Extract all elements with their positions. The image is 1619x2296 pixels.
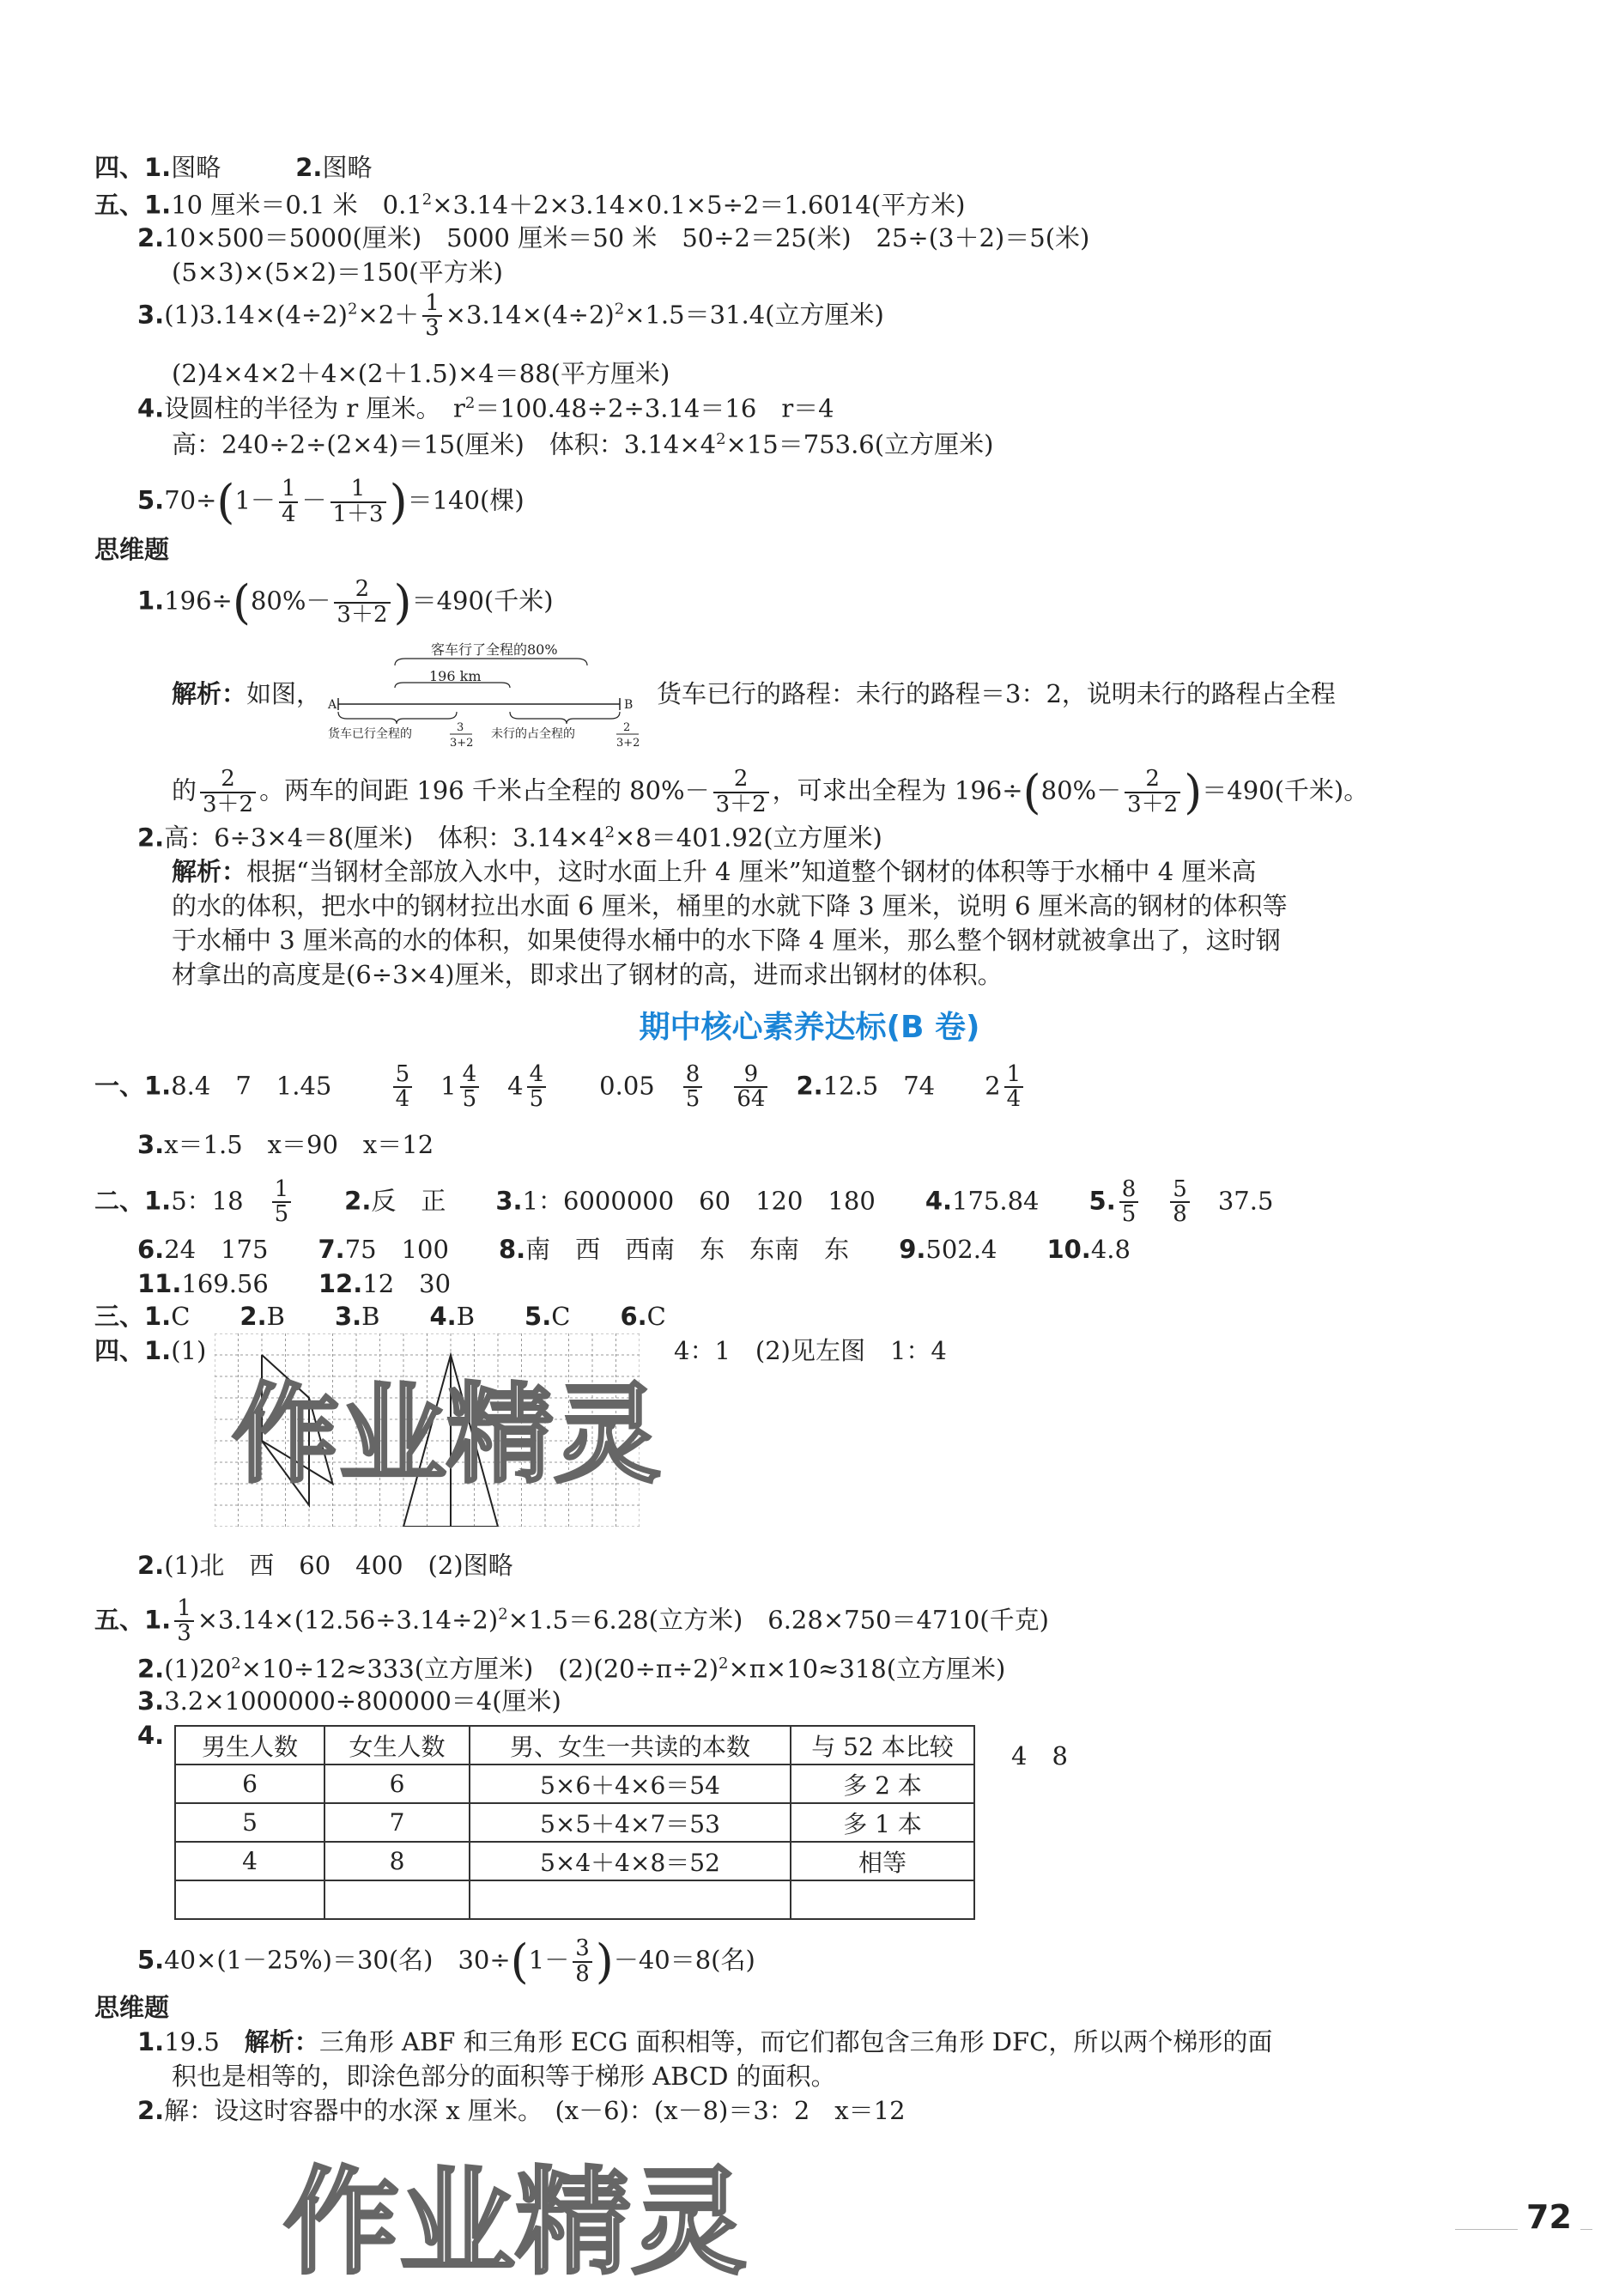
fraction: $\frac{8}{5}$ <box>1119 1178 1139 1227</box>
answer: C <box>171 1302 191 1331</box>
frac-n: 2 <box>623 721 631 734</box>
diagram-left-label: 货车已行全程的 <box>328 727 412 741</box>
fraction: $\frac{9}{64}$ <box>734 1063 767 1112</box>
answer: 4.8 <box>1090 1235 1131 1264</box>
label: 四、1. <box>94 153 172 182</box>
diagram-right-label: 未行的占全程的 <box>491 727 575 741</box>
b4-q1-b: 4：1 (2)见左图 1：4 <box>674 1336 947 1365</box>
section-title: 期中核心素养达标(B 卷) <box>639 1010 980 1045</box>
frac-d: 3+2 <box>616 737 640 750</box>
b5-q1: 五、1. $\frac{1}{3}$ $\times 3.14\times(12.56\div 3.14\div 2)^2\times 1.5=6.28$(立方米) 6.28×750＝4710(千克) <box>94 1595 1049 1647</box>
s5-q3b: (2)4×4×2＋4×(2＋1.5)×4＝88(平方厘米) <box>172 359 670 388</box>
s5-q4: 4.设圆柱的半径为 r 厘米。 $r^2=100.48\div 2\div 3.14=16$ r＝4 <box>137 393 834 423</box>
answer: C <box>551 1302 571 1331</box>
answer: 高：240÷2÷(2×4)＝15(厘米) 体积：3.14×4 <box>172 429 717 459</box>
s5-q4b: 高：240÷2÷(2×4)＝15(厘米) 体积：$3.14\times 4^2\times 15=753.6$(立方厘米) <box>172 429 994 459</box>
fraction: $\frac{1}{4}$ <box>1004 1063 1024 1112</box>
label: 2. <box>295 153 323 182</box>
think-q1: 1.196÷(80%－ $\frac{2}{3+2}$ )＝490(千米) <box>137 575 554 629</box>
fraction: $\frac{1}{5}$ <box>272 1178 292 1227</box>
label: 2. <box>344 1186 372 1216</box>
text: ＝490(千米)。 <box>1202 775 1369 805</box>
exp: 2 <box>421 191 433 209</box>
think-q2-analysis-1 <box>172 859 1256 886</box>
answer: 图略 <box>322 153 373 182</box>
label: 9. <box>899 1235 926 1264</box>
fraction: $\frac{1}{4}$ <box>279 477 299 526</box>
fraction: $\frac{1}{3}$ <box>422 292 442 341</box>
answer: ＝140(棵) <box>407 485 525 515</box>
answer: 196÷ <box>164 586 233 616</box>
answer: (1)20 <box>164 1654 232 1684</box>
cell <box>324 1880 470 1919</box>
think-q2: 2.高：6÷3×4＝8(厘米) 体积：$3.14\times 4^2\times 8=401.92$(立方厘米) <box>137 823 882 853</box>
think2-q1b: 积也是相等的，即涂色部分的面积等于梯形 ABCD 的面积。 <box>172 2062 836 2091</box>
b5-q3 <box>137 1688 561 1716</box>
think2-q2 <box>137 2098 906 2125</box>
fraction: $\frac{2}{3+2}$ <box>713 768 769 817</box>
label: 四、1. <box>94 1336 172 1365</box>
cell <box>470 1880 791 1919</box>
answer: ×8＝401.92(立方厘米) <box>615 823 882 853</box>
label: 二、1. <box>94 1186 172 1216</box>
think-q1-analysis <box>172 681 321 708</box>
label: 7. <box>318 1235 345 1264</box>
s5-q2b: (5×3)×(5×2)＝150(平方米) <box>172 258 503 287</box>
label: 11. <box>137 1269 182 1298</box>
answer: 0.05 <box>599 1071 655 1101</box>
fraction: $\frac{3}{8}$ <box>573 1937 592 1986</box>
cell <box>175 1880 324 1919</box>
cell: 5×5＋4×7＝53 <box>470 1803 791 1842</box>
think-q2-analysis-4: 材拿出的高度是(6÷3×4)厘米，即求出了钢材的高，进而求出钢材的体积。 <box>172 960 1003 989</box>
text: 三角形 ABF 和三角形 ECG 面积相等，而它们都包含三角形 DFC，所以两个梯形的面 <box>318 2027 1273 2056</box>
s5-q1 <box>94 191 965 220</box>
label: 12. <box>318 1269 363 1298</box>
answer: 169.56 <box>181 1269 269 1298</box>
label: 6. <box>620 1302 647 1331</box>
answer: 80%－ <box>250 586 331 616</box>
label: 5. <box>137 485 165 515</box>
answer: 12.5 74 2 <box>822 1071 1001 1101</box>
answer: B <box>361 1302 380 1331</box>
label: 5. <box>1088 1186 1116 1216</box>
answer: ×15＝753.6(立方厘米) <box>725 429 994 459</box>
think-q1-analysis-3: 的 $\frac{2}{3+2}$ 。两车的间距 196 千米占全程的 80%－ $\frac{2}{3+2}$ ，可求出全程为 196÷(80%－ $\frac{2}{3+2}$ )＝490(千米)。 <box>172 765 1369 819</box>
table-row <box>175 1842 974 1880</box>
watermark-middle: 作业精灵 <box>232 1373 661 1497</box>
answer: ×2＋ <box>357 300 420 330</box>
s5-q2 <box>137 225 1089 252</box>
label: 2. <box>240 1302 267 1331</box>
section-4-line <box>94 155 372 182</box>
answer: 10×500＝5000(厘米) 5000 厘米＝50 米 50÷2＝25(米) 25÷(3＋2)＝5(米) <box>164 223 1090 252</box>
cell: 6 <box>175 1765 324 1803</box>
text: 根据“当钢材全部放入水中，这时水面上升 4 厘米”知道整个钢材的体积等于水桶中 4 厘米高 <box>246 857 1257 886</box>
answer: ×3.14×(12.56÷3.14÷2) <box>197 1605 499 1635</box>
table-row <box>175 1880 974 1919</box>
label: 2. <box>137 223 165 252</box>
cell: 多 2 本 <box>791 1765 974 1803</box>
think-heading: 思维题 <box>94 535 170 564</box>
answer: 5：18 <box>171 1186 244 1216</box>
page-number: 72 <box>1518 2198 1580 2236</box>
label: 3. <box>137 300 165 330</box>
cell: 5×4＋4×8＝52 <box>470 1842 791 1880</box>
col-header: 女生人数 <box>324 1726 470 1765</box>
b1-q1 <box>94 1063 1027 1112</box>
answer: x＝1.5 x＝90 x＝12 <box>164 1130 434 1159</box>
label: 4. <box>137 393 165 423</box>
label: 4. <box>429 1302 457 1331</box>
cell: 多 1 本 <box>791 1803 974 1842</box>
b5-q5: 5.40×(1－25%)＝30(名) 30÷(1－ $\frac{3}{8}$ )－40＝8(名) <box>137 1935 755 1989</box>
b2-row1 <box>94 1178 1273 1227</box>
cell: 5 <box>175 1803 324 1842</box>
text: 80%－ <box>1040 775 1122 805</box>
label: 10. <box>1046 1235 1091 1264</box>
diagram-km: 196 km <box>429 668 482 684</box>
text: 的 <box>172 775 197 805</box>
answer: B <box>456 1302 475 1331</box>
label: 3. <box>137 1130 165 1159</box>
fraction: $\frac{2}{3+2}$ <box>200 768 256 817</box>
answer: 3.2×1000000÷800000＝4(厘米) <box>164 1686 561 1716</box>
label: 8. <box>498 1235 526 1264</box>
text: 。两车的间距 196 千米占全程的 80%－ <box>259 775 710 805</box>
cell: 相等 <box>791 1842 974 1880</box>
cell: 6 <box>324 1765 470 1803</box>
b1-q3 <box>137 1132 434 1159</box>
answer: C <box>646 1302 666 1331</box>
label: 五、1. <box>94 190 172 220</box>
answer: 37.5 <box>1217 1186 1274 1216</box>
answer: ×10÷12≈333(立方厘米) (2)(20÷π÷2) <box>240 1654 719 1684</box>
answer: ＝490(千米) <box>411 586 554 616</box>
fraction: $\frac{1}{3}$ <box>174 1597 194 1646</box>
answer: ＝100.48÷2÷3.14＝16 r＝4 <box>475 393 834 423</box>
cell: 5×6＋4×6＝54 <box>470 1765 791 1803</box>
label: 2. <box>796 1071 823 1101</box>
think2-heading: 思维题 <box>94 1993 170 2022</box>
s5-q5: 5.70÷(1－ $\frac{1}{4}$ － $\frac{1}{1+3}$ )＝140(棵) <box>137 475 525 529</box>
col-header: 男、女生一共读的本数 <box>470 1726 791 1765</box>
think-q2-analysis-2: 的水的体积，把水中的钢材拉出水面 6 厘米，桶里的水就下降 3 厘米，说明 6 厘米高的钢材的体积等 <box>172 891 1288 920</box>
b4-q1 <box>94 1338 206 1365</box>
answer: 1：6000000 60 120 180 <box>522 1186 876 1216</box>
diagram-top-label: 客车行了全程的80% <box>431 641 558 658</box>
cell <box>791 1880 974 1919</box>
label: 解析： <box>172 679 247 708</box>
fraction: $\frac{5}{8}$ <box>1170 1178 1190 1227</box>
answer: ×π×10≈318(立方厘米) <box>728 1654 1006 1684</box>
table-row <box>175 1765 974 1803</box>
answer: 1－ <box>234 485 276 515</box>
label: 2. <box>137 823 165 853</box>
segment-diagram <box>319 640 654 751</box>
label: 3. <box>137 1686 165 1716</box>
point-a: A <box>328 698 337 712</box>
label: 一、1. <box>94 1071 172 1101</box>
answer: 19.5 <box>164 2027 220 2056</box>
answer: 75 100 <box>344 1235 449 1264</box>
answer: (1)北 西 60 400 (2)图略 <box>164 1551 513 1580</box>
label: 1. <box>137 2027 165 2056</box>
whole: 1 <box>440 1071 457 1101</box>
answer: 40×(1－25%)＝30(名) 30÷ <box>164 1945 511 1975</box>
label: 2. <box>137 1654 165 1684</box>
b2-row3 <box>137 1271 451 1298</box>
label: 解析： <box>244 2027 319 2056</box>
answer: 70÷ <box>164 485 217 515</box>
think-q1-analysis-2: 货车已行的路程：未行的路程＝3：2，说明未行的路程占全程 <box>657 679 1336 708</box>
label: 2. <box>137 1551 165 1580</box>
label: 3. <box>495 1186 523 1216</box>
fraction: $\frac{8}{5}$ <box>683 1063 703 1112</box>
reading-table <box>174 1725 975 1920</box>
think2-q1 <box>137 2029 1272 2056</box>
fraction: $\frac{4}{5}$ <box>527 1063 547 1112</box>
answer: －40＝8(名) <box>613 1945 755 1975</box>
answer: (1)3.14×(4÷2) <box>164 300 348 330</box>
fraction: $\frac{1}{1+3}$ <box>330 477 386 526</box>
text: 如图， <box>246 679 322 708</box>
fraction: $\frac{4}{5}$ <box>460 1063 480 1112</box>
watermark-bottom: 作业精灵 <box>283 2155 747 2290</box>
answer: ×3.14＋2×3.14×0.1×5÷2＝1.6014(平方米) <box>432 190 966 220</box>
frac-d: 3+2 <box>450 737 474 750</box>
answer: 设圆柱的半径为 r 厘米。 r <box>164 393 465 423</box>
answer: 1－ <box>528 1945 570 1975</box>
label: 2. <box>137 2096 165 2125</box>
cell: 7 <box>324 1803 470 1842</box>
b5-q4-answer: 4 8 <box>1011 1741 1068 1771</box>
fraction: $\frac{2}{3+2}$ <box>1125 768 1180 817</box>
answer: ×1.5＝31.4(立方厘米) <box>624 300 884 330</box>
label: 6. <box>137 1235 165 1264</box>
point-b: B <box>624 698 634 712</box>
col-header: 男生人数 <box>175 1726 324 1765</box>
answer: ×1.5＝6.28(立方米) 6.28×750＝4710(千克) <box>507 1605 1049 1635</box>
label: 5. <box>137 1945 165 1975</box>
b3-row <box>94 1303 666 1331</box>
answer: B <box>266 1302 285 1331</box>
text: ，可求出全程为 196÷ <box>772 775 1023 805</box>
col-header: 与 52 本比较 <box>791 1726 974 1765</box>
answer: 24 175 <box>164 1235 269 1264</box>
answer: 高：6÷3×4＝8(厘米) 体积：3.14×4 <box>164 823 605 853</box>
answer: ×3.14×(4÷2) <box>445 300 615 330</box>
answer: 12 30 <box>362 1269 452 1298</box>
answer: 图略 <box>171 153 221 182</box>
label: 4. <box>925 1186 953 1216</box>
fraction: $\frac{2}{3+2}$ <box>334 578 390 627</box>
frac-n: 3 <box>457 721 464 734</box>
answer: 反 正 <box>371 1186 446 1216</box>
answer: 南 西 西南 东 东南 东 <box>525 1235 850 1264</box>
cell: 8 <box>324 1842 470 1880</box>
whole: 4 <box>507 1071 524 1101</box>
s5-q3: $3.(1)3.14\times(4\div 2)^2\times 2+$ $\frac{1}{3}$ $\times 3.14\times(4\div 2)^2\times 1.5=31.4$(立方厘米) <box>137 290 884 342</box>
table-header <box>175 1726 974 1765</box>
label: 1. <box>137 586 165 616</box>
answer: (1) <box>171 1336 207 1365</box>
table-row <box>175 1803 974 1842</box>
b2-row2 <box>137 1236 1131 1264</box>
answer: 8.4 7 1.45 <box>171 1071 332 1101</box>
answer: 502.4 <box>925 1235 997 1264</box>
b5-q4-label: 4. <box>137 1721 165 1750</box>
b4-q2 <box>137 1552 513 1580</box>
label: 解析： <box>172 857 247 886</box>
answer: 解：设这时容器中的水深 x 厘米。 (x－6)：(x－8)＝3：2 x＝12 <box>164 2096 906 2125</box>
answer: － <box>301 485 327 515</box>
answer: 175.84 <box>952 1186 1040 1216</box>
label: 五、1. <box>94 1605 172 1635</box>
cell: 4 <box>175 1842 324 1880</box>
label: 三、1. <box>94 1302 172 1331</box>
label: 5. <box>525 1302 552 1331</box>
fraction: $\frac{5}{4}$ <box>393 1063 413 1112</box>
label: 3. <box>334 1302 362 1331</box>
b5-q2: $2.(1)20^2\times 10\div 12\approx 333$(立方厘米) $(2)(20\div\pi\div 2)^2\times\pi\times 10\approx 318$(立方厘米) <box>137 1654 1006 1684</box>
answer: 10 厘米＝0.1 米 0.1 <box>171 190 422 220</box>
think-q2-analysis-3: 于水桶中 3 厘米高的水的体积，如果使得水桶中的水下降 4 厘米，那么整个钢材就被拿出了，这时钢 <box>172 926 1281 955</box>
